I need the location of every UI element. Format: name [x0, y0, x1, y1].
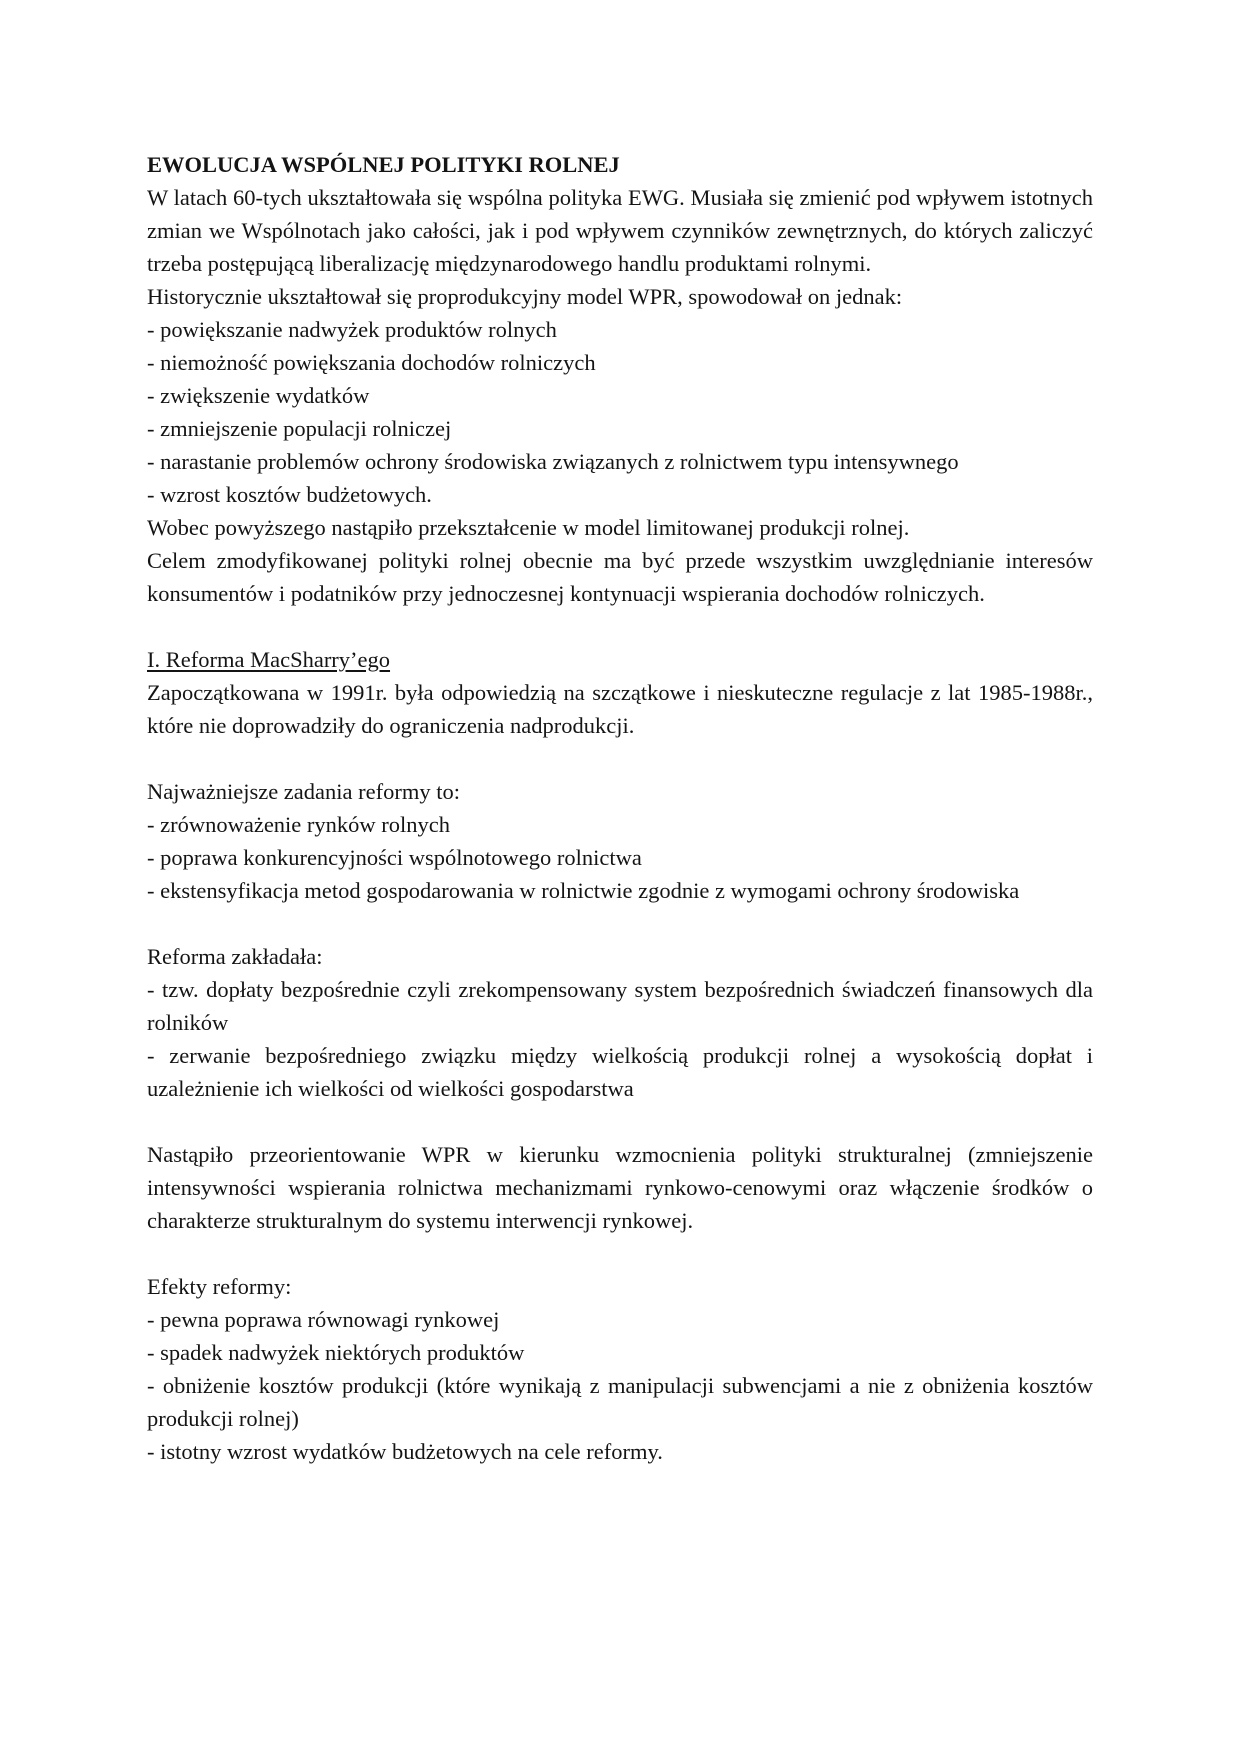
reorientation-paragraph: Nastąpiło przeorientowanie WPR w kierunku wzmocnienia polityki strukturalnej (zmniejszenie intensywności wspierania rolnictwa mechanizmami rynkowo-cenowymi oraz włączenie środków o charakterze strukturalnym do systemu interwencji rynkowej. — [147, 1142, 1093, 1233]
list-item: - ekstensyfikacja metod gospodarowania w rolnictwie zgodnie z wymogami ochrony środowiska — [147, 878, 1020, 903]
spacer — [147, 1237, 1093, 1270]
list-item: - istotny wzrost wydatków budżetowych na cele reformy. — [147, 1439, 663, 1464]
list-item: - narastanie problemów ochrony środowiska związanych z rolnictwem typu intensywnego — [147, 449, 959, 474]
list-item: - wzrost kosztów budżetowych. — [147, 482, 432, 507]
model-effects-list — [147, 313, 1093, 511]
list-item: - tzw. dopłaty bezpośrednie czyli zrekompensowany system bezpośrednich świadczeń finansowych dla rolników — [147, 977, 1093, 1035]
document-title: EWOLUCJA WSPÓLNEJ POLITYKI ROLNEJ — [147, 152, 620, 177]
spacer — [147, 907, 1093, 940]
list-item: - obniżenie kosztów produkcji (które wynikają z manipulacji subwencjami a nie z obniżenia kosztów produkcji rolnej) — [147, 1373, 1093, 1431]
assumptions-heading: Reforma zakładała: — [147, 944, 323, 969]
intro-paragraph-model: Historycznie ukształtował się proprodukcyjny model WPR, spowodował on jednak: — [147, 284, 903, 309]
list-item: - niemożność powiększania dochodów rolniczych — [147, 350, 596, 375]
assumptions-list — [147, 973, 1093, 1105]
results-list — [147, 1303, 1093, 1468]
list-item: - powiększanie nadwyżek produktów rolnych — [147, 317, 557, 342]
intro-paragraph-goal: Celem zmodyfikowanej polityki rolnej obecnie ma być przede wszystkim uwzględnianie interesów konsumentów i podatników przy jednoczesnej kontynuacji wspierania dochodów rolniczych. — [147, 548, 1093, 606]
spacer — [147, 742, 1093, 775]
intro-paragraph: W latach 60-tych ukształtowała się wspólna polityka EWG. Musiała się zmienić pod wpływem istotnych zmian we Wspólnotach jako całości, jak i pod wpływem czynników zewnętrznych, do których zaliczyć trzeba postępującą liberalizację międzynarodowego handlu produktami rolnymi. — [147, 185, 1093, 276]
intro-paragraph-transformation: Wobec powyższego nastąpiło przekształcenie w model limitowanej produkcji rolnej. — [147, 515, 910, 540]
document-page — [147, 148, 1093, 1468]
spacer — [147, 610, 1093, 643]
list-item: - spadek nadwyżek niektórych produktów — [147, 1340, 525, 1365]
list-item: - zrównoważenie rynków rolnych — [147, 812, 451, 837]
list-item: - poprawa konkurencyjności wspólnotowego rolnictwa — [147, 845, 642, 870]
list-item: - zwiększenie wydatków — [147, 383, 370, 408]
section-heading: I. Reforma MacSharry’ego — [147, 647, 391, 672]
results-heading: Efekty reformy: — [147, 1274, 292, 1299]
spacer — [147, 1105, 1093, 1138]
tasks-heading: Najważniejsze zadania reformy to: — [147, 779, 460, 804]
list-item: - zmniejszenie populacji rolniczej — [147, 416, 452, 441]
section-paragraph: Zapoczątkowana w 1991r. była odpowiedzią na szczątkowe i nieskuteczne regulacje z lat 1985-1988r., które nie doprowadziły do ograniczenia nadprodukcji. — [147, 680, 1093, 738]
list-item: - zerwanie bezpośredniego związku między wielkością produkcji rolnej a wysokością dopłat i uzależnienie ich wielkości od wielkości gospodarstwa — [147, 1043, 1093, 1101]
list-item: - pewna poprawa równowagi rynkowej — [147, 1307, 500, 1332]
tasks-list — [147, 808, 1093, 907]
